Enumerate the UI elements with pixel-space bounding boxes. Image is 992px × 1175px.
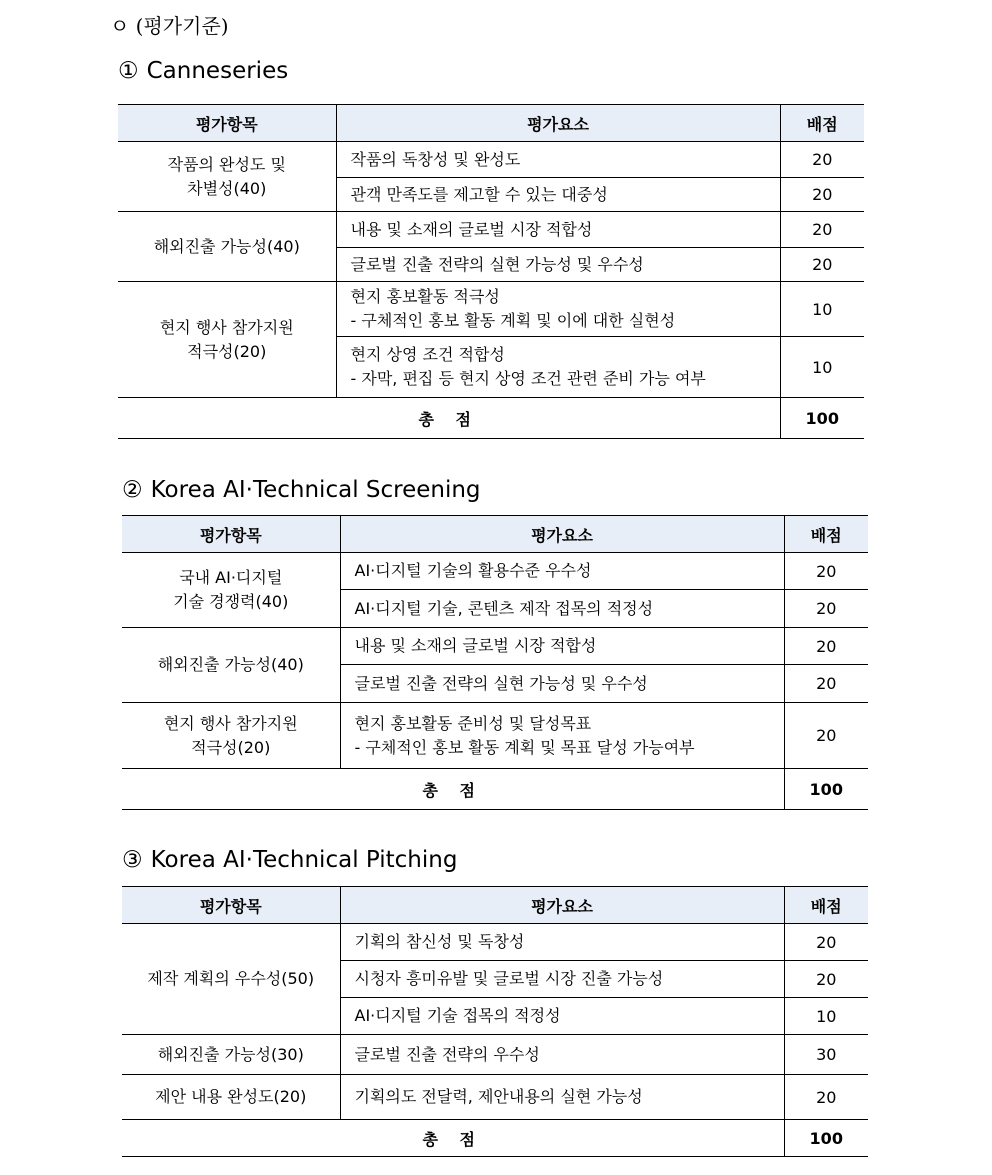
- category-line: 제작 계획의 우수성(50): [147, 969, 315, 988]
- table-row: [122, 628, 868, 665]
- header-element: 평가요소: [336, 105, 780, 142]
- category-line: 해외진출 가능성(30): [157, 1044, 304, 1064]
- header-score: 배점: [784, 516, 868, 553]
- category-line: 해외진출 가능성(40): [157, 655, 304, 674]
- category-cell: [118, 142, 336, 212]
- section-number: ②: [122, 477, 143, 503]
- element-line: 관객 만족도를 제고할 수 있는 대중성: [350, 184, 608, 204]
- score-cell: 20: [780, 248, 864, 282]
- header-score: 배점: [780, 105, 864, 142]
- table-row: [118, 142, 864, 178]
- header-element: 평가요소: [340, 516, 784, 553]
- element-cell: [340, 1075, 784, 1120]
- header-row: [122, 887, 868, 924]
- category-cell: [122, 924, 340, 1035]
- total-row: [122, 769, 868, 810]
- element-line: 작품의 독창성 및 완성도: [350, 149, 521, 169]
- element-line: 현지 상영 조건 적합성: [350, 345, 505, 364]
- element-cell: [340, 628, 784, 665]
- header-category: 평가항목: [118, 105, 336, 142]
- score-cell: 20: [780, 212, 864, 248]
- category-line: 작품의 완성도 및: [167, 154, 286, 174]
- element-cell: [336, 212, 780, 248]
- score-cell: 20: [784, 590, 868, 628]
- category-line: 현지 행사 참가지원: [159, 317, 294, 337]
- score-cell: 10: [780, 337, 864, 398]
- category-cell: [122, 703, 340, 769]
- total-row: [122, 1120, 868, 1157]
- score-cell: 10: [780, 282, 864, 337]
- element-cell: [336, 337, 780, 398]
- section-title-text: Canneseries: [146, 58, 289, 84]
- header-score: 배점: [784, 887, 868, 924]
- element-cell: [340, 1035, 784, 1075]
- category-line: 현지 행사 참가지원: [163, 713, 298, 733]
- header-category: 평가항목: [122, 516, 340, 553]
- table-row: [122, 1075, 868, 1120]
- header-row: [122, 516, 868, 553]
- element-line: 내용 및 소재의 글로벌 시장 적합성: [350, 219, 593, 239]
- element-line: 글로벌 진출 전략의 실현 가능성 및 우수성: [350, 254, 644, 274]
- table-row: [122, 1035, 868, 1075]
- total-label: 총 점: [422, 780, 483, 800]
- section-title: [122, 477, 481, 503]
- score-cell: 20: [780, 178, 864, 212]
- total-label-cell: [122, 1120, 784, 1157]
- table-row: [122, 924, 868, 961]
- element-cell: [336, 178, 780, 212]
- element-cell: [340, 703, 784, 769]
- header-category: 평가항목: [122, 887, 340, 924]
- score-cell: 20: [784, 665, 868, 703]
- element-line: 현지 홍보활동 적극성: [350, 287, 500, 306]
- total-label: 총 점: [422, 1129, 483, 1149]
- category-cell: [122, 1075, 340, 1120]
- score-cell: 10: [784, 998, 868, 1035]
- evaluation-table: [122, 886, 868, 1157]
- score-cell: 30: [784, 1035, 868, 1075]
- score-cell: 20: [784, 628, 868, 665]
- category-line: 차별성(40): [187, 178, 267, 198]
- element-line: AI·디지털 기술 접목의 적정성: [354, 1006, 561, 1025]
- element-line: - 자막, 편집 등 현지 상영 조건 관련 준비 가능 여부: [350, 369, 706, 388]
- element-line: AI·디지털 기술의 활용수준 우수성: [354, 561, 592, 580]
- element-line: 시청자 흥미유발 및 글로벌 시장 진출 가능성: [354, 969, 664, 988]
- category-line: 적극성(20): [187, 341, 267, 361]
- score-cell: 20: [784, 703, 868, 769]
- score-cell: 20: [784, 961, 868, 998]
- evaluation-table: [122, 515, 868, 810]
- page-heading: ㅇ (평가기준): [110, 14, 229, 38]
- header-element: 평가요소: [340, 887, 784, 924]
- total-label-cell: [118, 398, 780, 439]
- category-cell: [118, 282, 336, 398]
- total-score: 100: [784, 769, 868, 810]
- table-row: [118, 212, 864, 248]
- score-cell: 20: [780, 142, 864, 178]
- category-line: 해외진출 가능성(40): [153, 236, 300, 256]
- score-cell: 20: [784, 1075, 868, 1120]
- element-cell: [340, 590, 784, 628]
- section-title-text: Korea AI·Technical Pitching: [150, 847, 458, 873]
- section-title: [118, 58, 288, 84]
- element-line: 글로벌 진출 전략의 우수성: [354, 1044, 540, 1064]
- table-row: [122, 703, 868, 769]
- evaluation-table: [118, 104, 864, 439]
- category-line: 제안 내용 완성도(20): [155, 1087, 307, 1106]
- total-label: 총 점: [418, 409, 479, 429]
- element-line: 글로벌 진출 전략의 실현 가능성 및 우수성: [354, 673, 648, 693]
- table-row: [118, 282, 864, 337]
- score-cell: 20: [784, 924, 868, 961]
- category-cell: [118, 212, 336, 282]
- element-cell: [340, 961, 784, 998]
- total-score: 100: [780, 398, 864, 439]
- header-row: [118, 105, 864, 142]
- section-number: ③: [122, 847, 143, 873]
- element-line: AI·디지털 기술, 콘텐츠 제작 접목의 적정성: [354, 598, 654, 618]
- total-row: [118, 398, 864, 439]
- section-number: ①: [118, 58, 139, 84]
- category-cell: [122, 1035, 340, 1075]
- table-row: [122, 553, 868, 590]
- category-line: 기술 경쟁력(40): [173, 592, 289, 611]
- element-cell: [336, 248, 780, 282]
- total-label-cell: [122, 769, 784, 810]
- element-line: - 구체적인 홍보 활동 계획 및 이에 대한 실현성: [350, 311, 676, 330]
- element-cell: [340, 553, 784, 590]
- element-line: - 구체적인 홍보 활동 계획 및 목표 달성 가능여부: [354, 737, 695, 757]
- category-line: 국내 AI·디지털: [179, 568, 283, 587]
- category-cell: [122, 628, 340, 703]
- element-line: 현지 홍보활동 준비성 및 달성목표: [354, 713, 592, 733]
- score-cell: 20: [784, 553, 868, 590]
- element-cell: [340, 665, 784, 703]
- total-score: 100: [784, 1120, 868, 1157]
- element-cell: [340, 998, 784, 1035]
- element-line: 기획의도 전달력, 제안내용의 실현 가능성: [354, 1087, 643, 1106]
- section-title-text: Korea AI·Technical Screening: [150, 477, 481, 503]
- element-cell: [336, 142, 780, 178]
- category-cell: [122, 553, 340, 628]
- section-title: [122, 847, 457, 873]
- category-line: 적극성(20): [191, 737, 271, 757]
- element-line: 기획의 참신성 및 독창성: [354, 932, 525, 951]
- element-cell: [336, 282, 780, 337]
- element-line: 내용 및 소재의 글로벌 시장 적합성: [354, 636, 597, 655]
- element-cell: [340, 924, 784, 961]
